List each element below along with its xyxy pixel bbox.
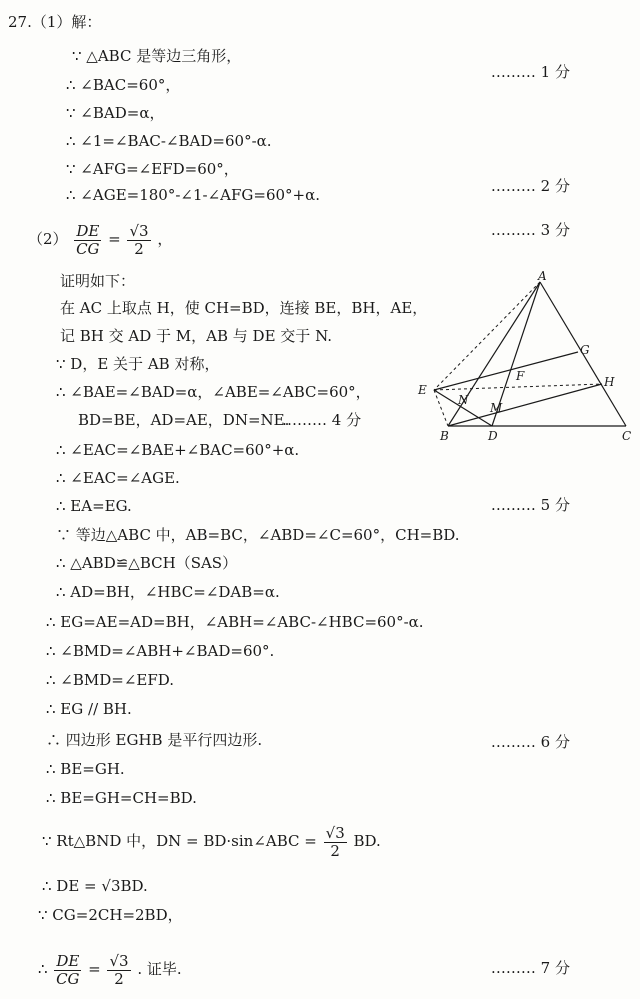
fraction: $\frac{√3}{2}$ — [109, 951, 129, 988]
score-mark: ……… 2 分 — [490, 177, 570, 195]
score-mark: ……… 1 分 — [490, 63, 570, 81]
score-mark: ……… 6 分 — [490, 733, 570, 751]
proof-line: ∵ D，E 关于 AB 对称， — [56, 355, 220, 373]
segment-BE — [434, 390, 448, 426]
proof-line: 在 AC 上取点 H，使 CH=BD，连接 BE，BH，AE， — [60, 299, 428, 317]
part2-statement: （2） $\frac{DE}{CG}$ = $\frac{√3}{2}$ ， — [28, 221, 173, 258]
point-label-G: G — [580, 343, 590, 357]
fraction: $\frac{DE}{CG}$ — [56, 951, 80, 988]
rt-line: ∵ Rt△BND 中，DN = BD·sin∠ABC = $\frac{√3}{2}$ BD. — [42, 823, 381, 860]
fraction: $\frac{DE}{CG}$ — [76, 221, 100, 258]
proof-line: ∴ BE=GH. — [46, 760, 125, 778]
proof-line: ∴ ∠BMD=∠ABH+∠BAD=60°. — [46, 642, 275, 660]
proof-line: ∴ EA=EG. — [56, 497, 132, 515]
proof-line: ∴ ∠BMD=∠EFD. — [46, 671, 175, 689]
score-mark: ……… 4 分 — [282, 411, 362, 429]
point-label-N: N — [458, 393, 469, 407]
score-mark: ……… 7 分 — [490, 959, 570, 977]
point-label-A: A — [538, 269, 547, 283]
proof-line: ∴ DE = √3BD. — [42, 877, 148, 895]
step-line: ∵ △ABC 是等边三角形， — [72, 47, 242, 65]
geometry-figure — [400, 262, 640, 452]
proof-line: ∴ 四边形 EGHB 是平行四边形. — [46, 731, 263, 749]
proof-line: 记 BH 交 AD 于 M，AB 与 DE 交于 N. — [60, 327, 333, 345]
point-label-C: C — [622, 429, 632, 443]
fraction: $\frac{√3}{2}$ — [325, 823, 345, 860]
step-line: ∴ ∠AGE=180°-∠1-∠AFG=60°+α. — [66, 186, 321, 204]
point-label-E: E — [418, 383, 427, 397]
proof-line: ∴ △ABD≌△BCH（SAS） — [56, 554, 238, 572]
problem-header: 27.（1）解： — [8, 13, 102, 31]
proof-line: ∴ ∠EAC=∠AGE. — [56, 469, 180, 487]
proof-line: ∴ AD=BH，∠HBC=∠DAB=α. — [56, 583, 280, 601]
point-label-B: B — [440, 429, 449, 443]
point-label-H: H — [604, 375, 615, 389]
proof-title: 证明如下： — [60, 272, 136, 290]
point-label-F: F — [516, 369, 525, 383]
proof-line: ∵ CG=2CH=2BD， — [38, 906, 183, 924]
step-line: ∴ ∠1=∠BAC-∠BAD=60°-α. — [66, 132, 272, 150]
score-mark: ……… 5 分 — [490, 496, 570, 514]
segment-EH — [434, 384, 602, 390]
final-line: ∴ $\frac{DE}{CG}$ = $\frac{√3}{2}$ . 证毕. — [38, 951, 182, 988]
proof-line: ∴ ∠BAE=∠BAD=α，∠ABE=∠ABC=60°， — [56, 383, 371, 401]
proof-line: ∵ 等边△ABC 中，AB=BC，∠ABD=∠C=60°，CH=BD. — [56, 526, 460, 544]
step-line: ∴ ∠BAC=60°， — [66, 76, 181, 94]
proof-line: ∴ EG // BH. — [46, 700, 132, 718]
proof-line: ∴ EG=AE=AD=BH，∠ABH=∠ABC-∠HBC=60°-α. — [46, 613, 424, 631]
step-line: ∵ ∠BAD=α， — [66, 104, 165, 122]
part2-label: （2） — [28, 230, 68, 248]
proof-line: ∴ BE=GH=CH=BD. — [46, 789, 197, 807]
point-label-M: M — [490, 401, 503, 415]
proof-line: BD=BE，AD=AE，DN=NE. — [78, 411, 290, 429]
point-label-D: D — [488, 429, 498, 443]
score-mark: ……… 3 分 — [490, 221, 570, 239]
proof-line: ∴ ∠EAC=∠BAE+∠BAC=60°+α. — [56, 441, 300, 459]
fraction: $\frac{√3}{2}$ — [129, 221, 149, 258]
step-line: ∵ ∠AFG=∠EFD=60°， — [66, 160, 239, 178]
